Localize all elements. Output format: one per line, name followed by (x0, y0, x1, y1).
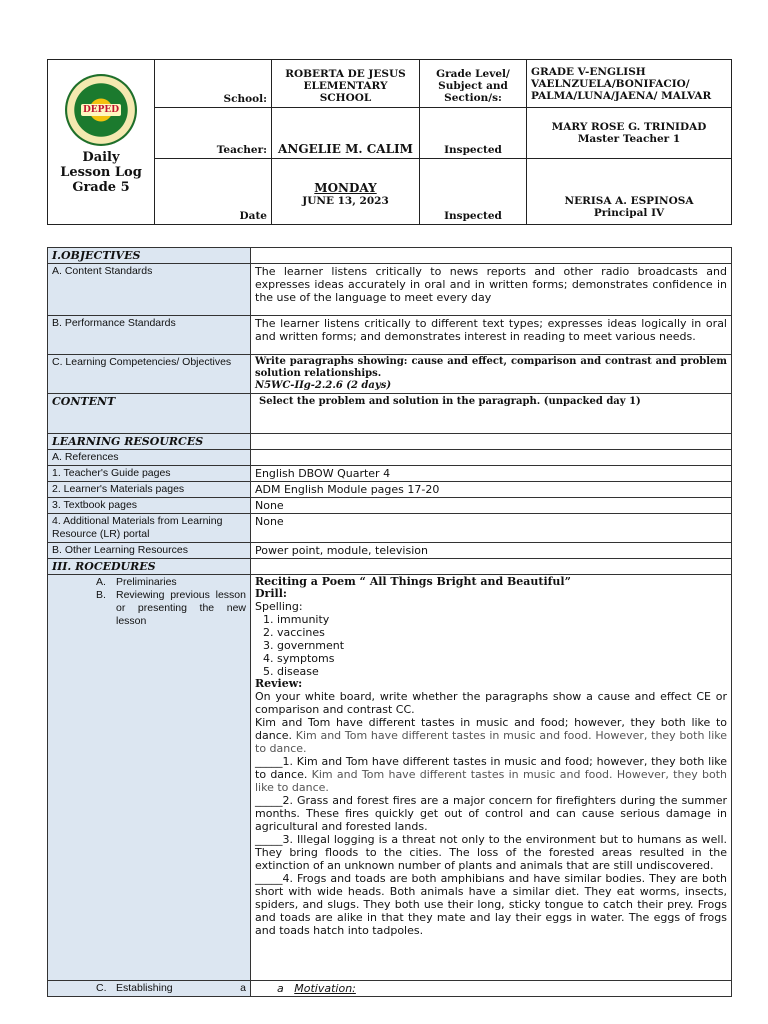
resources-heading: LEARNING RESOURCES (48, 434, 251, 450)
learners-materials-label: 2. Learner's Materials pages (48, 482, 251, 498)
objectives-heading: I.OBJECTIVES (48, 248, 251, 264)
school-logo: DEPED (65, 74, 137, 146)
other-resources-label: B. Other Learning Resources (48, 543, 251, 559)
list-item: 1. immunity (277, 613, 727, 626)
review-item-2: _____2. Grass and forest fires are a major concern for firefighters during the summer months. These fires quickly get out of control and can cause serious damage in agricultural and forested lands. (255, 794, 727, 833)
textbook-value: None (251, 498, 732, 514)
performance-standards-label: B. Performance Standards (48, 316, 251, 355)
performance-standards: The learner listens critically to different text types; expresses ideas logically in oral and written forms; and demonstrates interest in reading to meet various needs. (251, 316, 732, 355)
grade-value: GRADE V-ENGLISH VAELNZUELA/BONIFACIO/ PALMA/LUNA/JAENA/ MALVAR (527, 60, 732, 108)
poem-title: Reciting a Poem “ All Things Bright and Beautiful” (255, 575, 571, 588)
other-resources-value: Power point, module, television (251, 543, 732, 559)
procedures-heading: III. ROCEDURES (48, 559, 251, 575)
procedures-content (251, 575, 732, 981)
motivation-cell: a Motivation: (251, 981, 732, 997)
school-name: ROBERTA DE JESUS ELEMENTARY SCHOOL (272, 60, 420, 108)
document-title: Daily Lesson Log Grade 5 (60, 150, 142, 195)
step-c: C. Establishing a (48, 981, 251, 997)
review-example: Kim and Tom have different tastes in music and food; however, they both like to dance. Kim and Tom have different tastes in music and food. However, they both like to dance. (255, 716, 727, 755)
inspected-label-1: Inspected (420, 108, 527, 158)
drill-label: Drill: (255, 587, 287, 600)
competencies: Write paragraphs showing: cause and effect, comparison and contrast and problem solution relationships. N5WC-IIg-2.2.6 (2 days) (251, 355, 732, 394)
date-cell: MONDAY JUNE 13, 2023 (272, 158, 420, 224)
list-item: 4. symptoms (277, 652, 727, 665)
step-a: A. Preliminaries (96, 576, 177, 588)
list-item: 3. government (277, 639, 727, 652)
list-item: 5. disease (277, 665, 727, 678)
date-label: Date (155, 158, 272, 224)
spelling-label: Spelling: (255, 600, 303, 613)
textbook-label: 3. Textbook pages (48, 498, 251, 514)
references-label: A. References (48, 450, 251, 466)
additional-materials-label: 4. Additional Materials from Learning Resource (LR) portal (48, 514, 251, 543)
content-standards-label: A. Content Standards (48, 264, 251, 316)
spelling-list (255, 613, 727, 678)
additional-materials-value: None (251, 514, 732, 543)
grade-label: Grade Level/ Subject and Section/s: (420, 60, 527, 108)
review-item-4: _____4. Frogs and toads are both amphibians and have similar bodies. They are both short with wide heads. Both animals have a similar diet. They eat worms, insects, spiders, and slugs. They both use their long, sticky tongue to catch their prey. Frogs and toads are alike in that they mate and lay their eggs in water. The eggs of frogs and toads hatch into tadpoles. (255, 872, 727, 937)
school-label: School: (155, 60, 272, 108)
inspected-label-2: Inspected (420, 158, 527, 224)
learners-materials-value: ADM English Module pages 17-20 (251, 482, 732, 498)
competencies-label: C. Learning Competencies/ Objectives (48, 355, 251, 394)
procedures-left (48, 575, 251, 981)
review-item-1: _____1. Kim and Tom have different tastes in music and food; however, they both like to dance. Kim and Tom have different tastes in music and food. However, they both like to dance. (255, 755, 728, 794)
step-b: B. Reviewing previous lesson or presenting the new lesson (96, 589, 246, 627)
teachers-guide-value: English DBOW Quarter 4 (251, 466, 732, 482)
title-cell (48, 60, 155, 225)
teacher-name: ANGELIE M. CALIM (272, 108, 420, 158)
review-instruction: On your white board, write whether the paragraphs show a cause and effect CE or comparison and contrast CC. (255, 690, 727, 716)
teachers-guide-label: 1. Teacher's Guide pages (48, 466, 251, 482)
content-heading: CONTENT (48, 394, 251, 434)
list-item: 2. vaccines (277, 626, 727, 639)
inspector-2: NERISA A. ESPINOSA Principal IV (527, 158, 732, 224)
header-table (47, 59, 732, 225)
inspector-1: MARY ROSE G. TRINIDAD Master Teacher 1 (527, 108, 732, 158)
content-text: Select the problem and solution in the paragraph. (unpacked day 1) (251, 394, 732, 434)
content-standards: The learner listens critically to news reports and other radio broadcasts and expresses ideas accurately in oral and in written forms; demonstrates confidence in the use of the language to meet every day (251, 264, 732, 316)
review-item-3: _____3. Illegal logging is a threat not only to the environment but to humans as well. They bring floods to the cities. The loss of the forested areas resulted in the extinction of an unknown number of plants and animals that are still undiscovered. (255, 833, 727, 872)
review-label: Review: (255, 677, 303, 690)
lesson-table (47, 247, 732, 997)
teacher-label: Teacher: (155, 108, 272, 158)
